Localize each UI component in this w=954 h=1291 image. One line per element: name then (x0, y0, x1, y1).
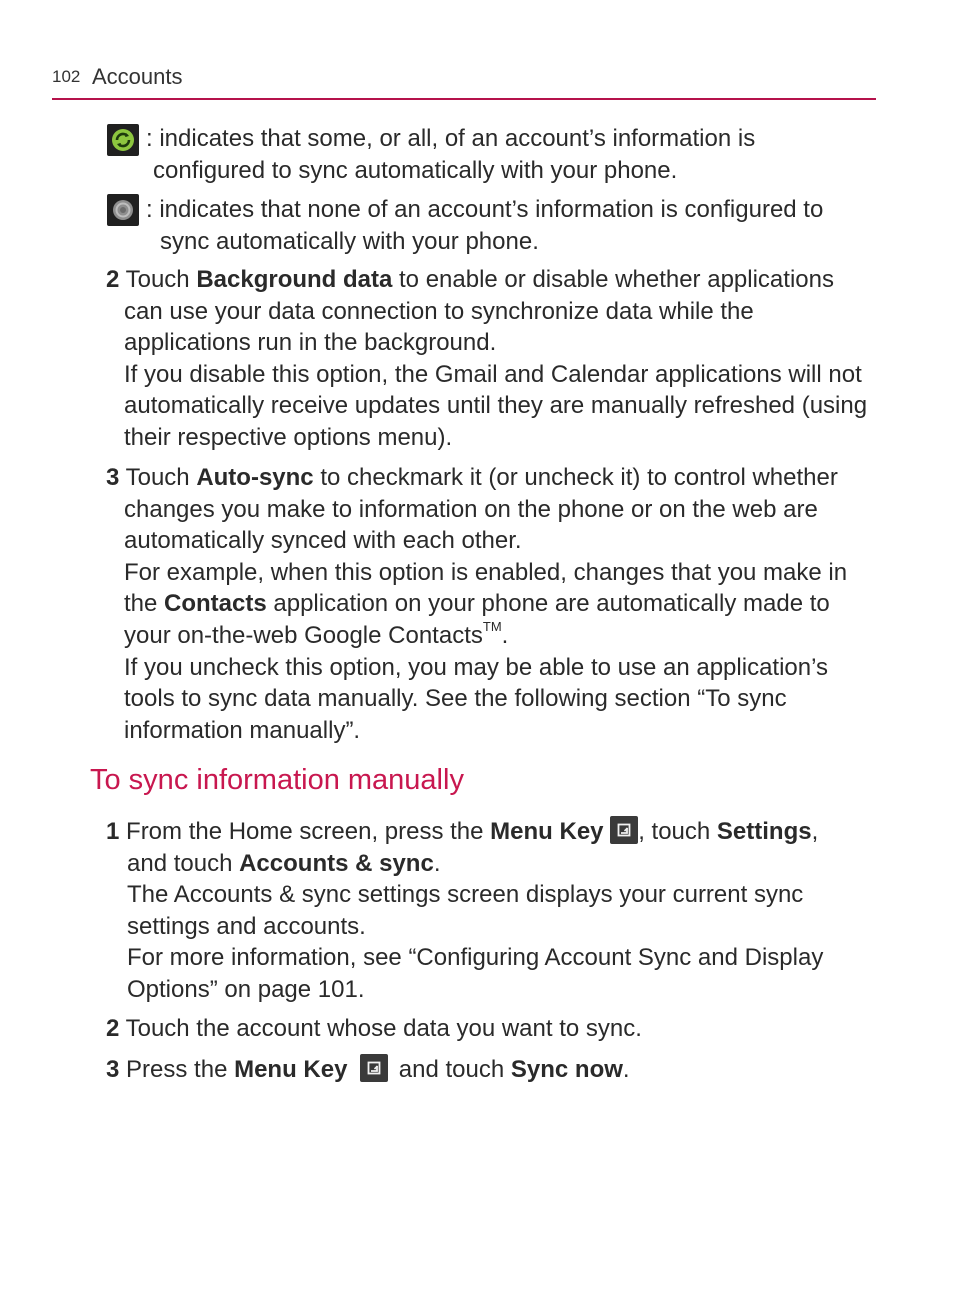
sync-disabled-icon (107, 194, 139, 226)
page-number: 102 (52, 67, 81, 86)
step-number: 2 (106, 1015, 120, 1042)
step-2-background-data: 2 Touch Background data to enable or disable whether applications can use your data connection to synchronize data while the applications run in the background. If you disable this option, the Gmail and Calendar applications will not automatically receive updates until they are manually refreshed (using their respective options menu). (106, 266, 868, 451)
manual-step-2: 2 Touch the account whose data you want to sync. (106, 1013, 642, 1045)
page-header (52, 62, 876, 100)
auto-sync-label: Auto-sync (196, 464, 314, 491)
step-number: 3 (106, 464, 120, 491)
step-3-auto-sync: 3 Touch Auto-sync to checkmark it (or uncheck it) to control whether changes you make to information on the phone or on the web are automatically synced with each other. For example, when this option is enabled, changes that you make in the Contacts application on your phone are automatically made to your on-the-web Google Contacts™. If you uncheck this option, you may be able to use an application’s tools to sync data manually. See the following section “To sync information manually”. (106, 464, 848, 744)
sync-enabled-icon (107, 124, 139, 156)
contacts-label: Contacts (164, 590, 267, 618)
settings-label: Settings (716, 818, 812, 845)
step-number: 3 (106, 1056, 120, 1083)
accounts-sync-label: Accounts & sync (239, 849, 434, 877)
menu-key-label: Menu Key (234, 1056, 348, 1083)
manual-step-3: 3 Press the Menu Key and touch Sync now. (106, 1054, 630, 1086)
manual-step-1: 1 From the Home screen, press the Menu Key , touch Settings, and touch Accounts & sync. The Accounts & sync settings screen displays your current sync settings and accounts. For more information, see “Configuring Account Sync and Display Options” on page 101. (106, 818, 824, 1003)
trademark: TM (482, 618, 502, 634)
menu-key-icon (360, 1054, 388, 1082)
sync-enabled-description: : indicates that some, or all, of an account’s information is configured to sync automatically with your phone. (146, 125, 756, 184)
section-name: Accounts (92, 64, 183, 89)
menu-key-icon (610, 816, 638, 844)
step-number: 2 (106, 266, 120, 293)
section-title: To sync information manually (90, 764, 464, 796)
sync-now-label: Sync now (510, 1056, 623, 1083)
step-number: 1 (106, 818, 120, 845)
sync-disabled-description: : indicates that none of an account’s information is configured to sync automatically with your phone. (146, 196, 824, 255)
background-data-label: Background data (196, 266, 393, 293)
menu-key-label: Menu Key (490, 818, 604, 845)
